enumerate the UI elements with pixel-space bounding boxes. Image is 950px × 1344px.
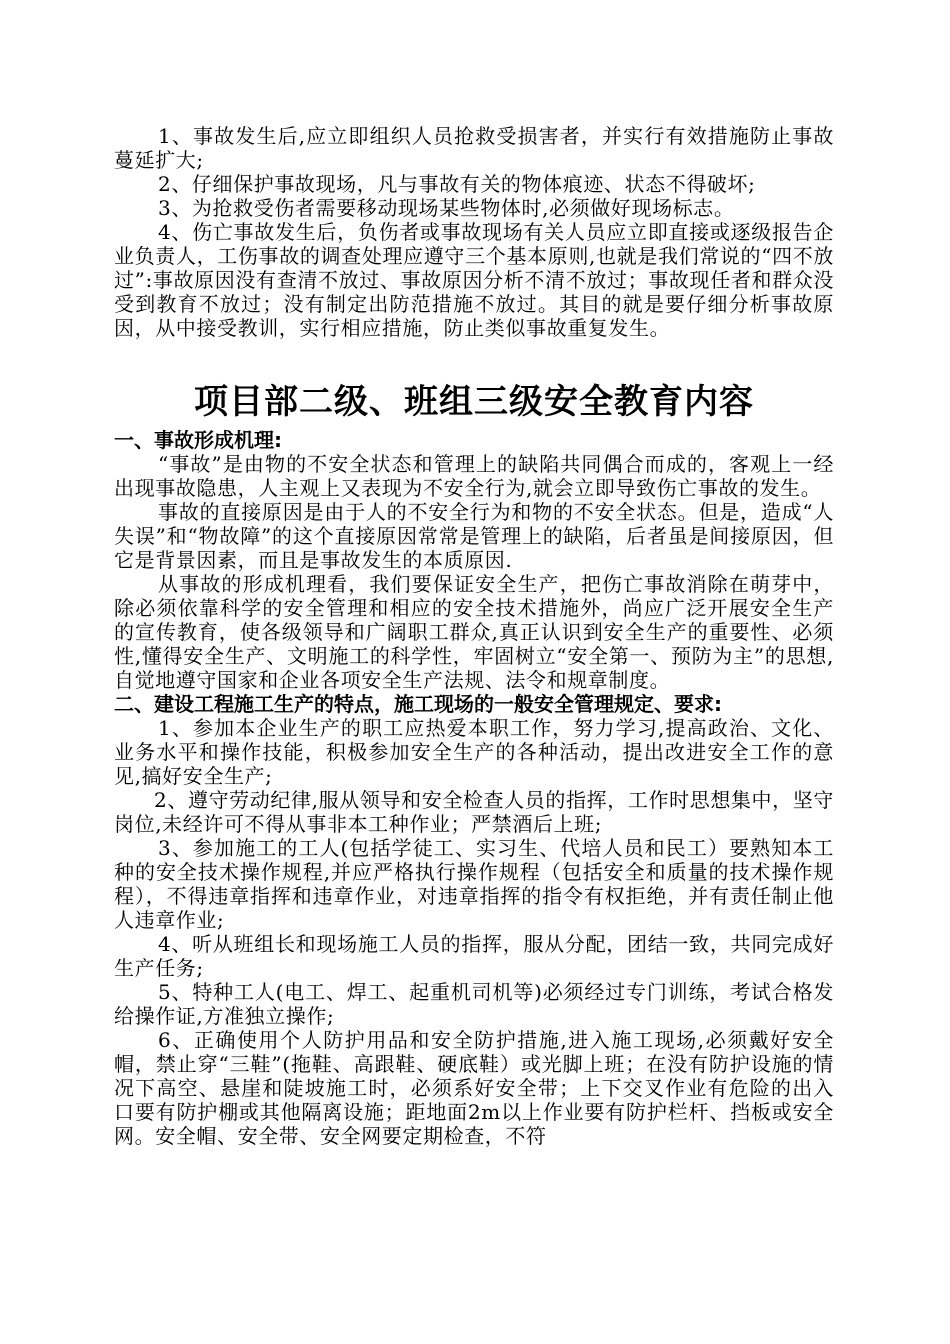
rule-item: 1、参加本企业生产的职工应热爱本职工作，努力学习,提高政治、文化、业务水平和操作技能，积极参加安全生产的各种活动，提出改进安全工作的意见,搞好安全生产; bbox=[114, 716, 834, 788]
accident-response-steps bbox=[114, 124, 834, 340]
section-heading: 一、事故形成机理: bbox=[114, 428, 282, 452]
step-4: 4、伤亡事故发生后，负伤者或事故现场有关人员应立即直接或逐级报告企业负责人，工伤事故的调查处理应遵守三个基本原则,也就是我们常说的“四不放过”:事故原因没有查清不放过、事故原因分析不清不放过；事故现任者和群众没受到教育不放过；没有制定出防范措施不放过。其目的就是要仔细分析事故原因，从中接受教训，实行相应措施，防止类似事故重复发生。 bbox=[114, 220, 834, 340]
rule-item: 2、遵守劳动纪律,服从领导和安全检查人员的指挥，工作时思想集中，坚守岗位,未经许可不得从事非本工种作业；严禁酒后上班; bbox=[114, 788, 834, 836]
step-1: 1、事故发生后,应立即组织人员抢救受损害者，并实行有效措施防止事故蔓延扩大; bbox=[114, 124, 834, 172]
document-title: 项目部二级、班组三级安全教育内容 bbox=[194, 382, 754, 422]
rule-item: 6、正确使用个人防护用品和安全防护措施,进入施工现场,必须戴好安全帽，禁止穿“三鞋”(拖鞋、高跟鞋、硬底鞋）或光脚上班；在没有防护设施的情况下高空、悬崖和陡坡施工时，必须系好安全带；上下交叉作业有危险的出入口要有防护棚或其他隔离设施；距地面2m以上作业要有防护栏杆、挡板或安全网。安全帽、安全带、安全网要定期检查，不符 bbox=[114, 1028, 834, 1148]
paragraph: 从事故的形成机理看，我们要保证安全生产，把伤亡事故消除在萌芽中，除必须依靠科学的安全管理和相应的安全技术措施外，尚应广泛开展安全生产的宣传教育，使各级领导和广阔职工群众,真正认识到安全生产的重要性、必须性,懂得安全生产、文明施工的科学性，牢固树立“安全第一、预防为主”的思想,自觉地遵守国家和企业各项安全生产法规、法令和规章制度。 bbox=[114, 572, 834, 692]
paragraph: “事故”是由物的不安全状态和管理上的缺陷共同偶合而成的，客观上一经出现事故隐患，人主观上又表现为不安全行为,就会立即导致伤亡事故的发生。 bbox=[114, 452, 834, 500]
step-2: 2、仔细保护事故现场，凡与事故有关的物体痕迹、状态不得破坏; bbox=[158, 172, 756, 196]
step-3: 3、为抢救受伤者需要移动现场某些物体时,必须做好现场标志。 bbox=[158, 196, 735, 220]
section-accident-mechanism bbox=[114, 428, 834, 1148]
rule-item: 4、听从班组长和现场施工人员的指挥，服从分配，团结一致，共同完成好生产任务; bbox=[114, 932, 834, 980]
section-heading: 二、建设工程施工生产的特点，施工现场的一般安全管理规定、要求: bbox=[114, 692, 722, 716]
paragraph: 事故的直接原因是由于人的不安全行为和物的不安全状态。但是，造成“人失误”和“物故障”的这个直接原因常常是管理上的缺陷，后者虽是间接原因，但它是背景因素，而且是事故发生的本质原因. bbox=[114, 500, 834, 572]
rule-item: 5、特种工人(电工、焊工、起重机司机等)必须经过专门训练，考试合格发给操作证,方准独立操作; bbox=[114, 980, 834, 1028]
rule-item: 3、参加施工的工人(包括学徒工、实习生、代培人员和民工）要熟知本工种的安全技术操作规程,并应严格执行操作规程（包括安全和质量的技术操作规程），不得违章指挥和违章作业，对违章指挥的指令有权拒绝，并有责任制止他人违章作业; bbox=[114, 836, 834, 932]
